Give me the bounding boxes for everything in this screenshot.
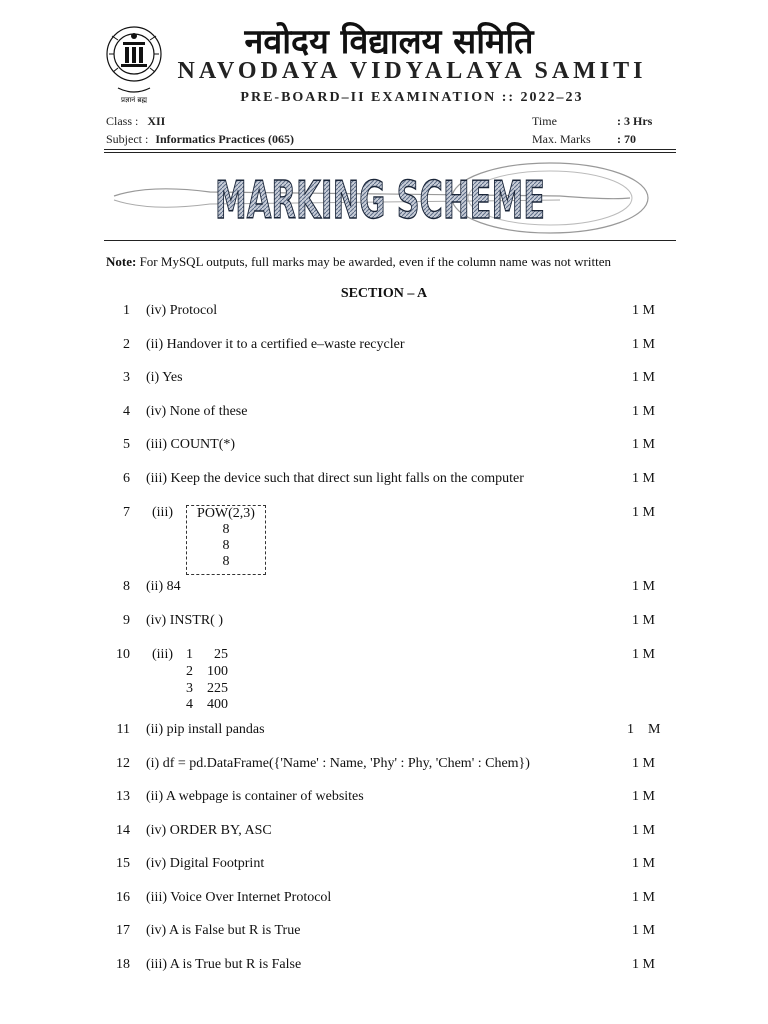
exam-title: PRE-BOARD–II EXAMINATION :: 2022–23 xyxy=(240,90,584,105)
answer-text: (iv) INSTR( ) xyxy=(146,613,223,628)
marks-value: : 70 xyxy=(617,132,636,146)
question-number: 8 xyxy=(123,579,130,594)
english-title: NAVODAYA VIDYALAYA SAMITI xyxy=(177,58,647,84)
question-number: 5 xyxy=(123,437,130,452)
question-number: 13 xyxy=(116,789,130,804)
marks-text: 1 M xyxy=(632,890,655,905)
question-number: 1 xyxy=(123,303,130,318)
marks-text: 1 M xyxy=(632,613,655,628)
marks-text: 1 M xyxy=(632,370,655,385)
question-number: 17 xyxy=(116,923,130,938)
q10-prefix: (iii) xyxy=(152,647,173,662)
marks-label: Max. Marks xyxy=(532,132,591,146)
banner-rule xyxy=(104,240,676,241)
q10-output-row: 3 225 xyxy=(186,681,228,696)
marks-text: 1 M xyxy=(632,923,655,938)
subject-value: Informatics Practices (065) xyxy=(155,132,294,146)
time-label: Time xyxy=(532,114,557,128)
answer-text: (iv) Protocol xyxy=(146,303,218,318)
question-number: 4 xyxy=(123,404,130,419)
class-value: XII xyxy=(147,114,166,128)
marks-text: 1 M xyxy=(632,647,655,662)
marks-text: 1 M xyxy=(632,404,655,419)
q10-output-row: 1 25 xyxy=(186,647,228,662)
answer-text: (ii) Handover it to a certified e–waste recycler xyxy=(146,337,405,352)
answer-text: (ii) A webpage is container of websites xyxy=(146,789,364,804)
header-rule-bottom xyxy=(104,152,676,153)
hindi-title-box xyxy=(175,16,715,64)
subject-row xyxy=(106,132,294,147)
hindi-title: नवोदय विद्यालय समिति xyxy=(244,22,534,62)
answer-text: (iv) None of these xyxy=(146,404,248,419)
marks-text: 1 M xyxy=(632,957,655,972)
marks-text: 1 M xyxy=(632,471,655,486)
class-row xyxy=(106,114,165,129)
answer-text: (iv) ORDER BY, ASC xyxy=(146,823,272,838)
question-number: 3 xyxy=(123,370,130,385)
question-number: 9 xyxy=(123,613,130,628)
question-number: 14 xyxy=(116,823,130,838)
answer-text: (iv) A is False but R is True xyxy=(146,923,301,938)
q7-prefix: (iii) xyxy=(152,505,173,520)
answer-text: (i) df = pd.DataFrame({'Name' : Name, 'Phy' : Phy, 'Chem' : Chem}) xyxy=(146,756,530,771)
marking-scheme-banner xyxy=(110,160,650,238)
q10-output-row: 2 100 xyxy=(186,664,228,679)
note-label: Note: xyxy=(106,254,137,269)
q7-output-value: 8 xyxy=(222,522,230,537)
q10-output-row: 4 400 xyxy=(186,697,228,712)
marks-text: 1 M xyxy=(632,437,655,452)
question-number: 15 xyxy=(116,856,130,871)
answer-text: (ii) 84 xyxy=(146,579,181,594)
question-number: 16 xyxy=(116,890,130,905)
section-title: SECTION – A xyxy=(340,286,428,301)
answer-text: (iii) Voice Over Internet Protocol xyxy=(146,890,332,905)
marks-text: 1 M xyxy=(632,303,655,318)
question-number: 7 xyxy=(123,505,130,520)
marks-text: 1 M xyxy=(632,856,655,871)
marks-text: 1 M xyxy=(627,722,661,737)
answer-text: (iii) Keep the device such that direct sun light falls on the computer xyxy=(146,471,524,486)
answer-text: (iv) Digital Footprint xyxy=(146,856,265,871)
marks-text: 1 M xyxy=(632,789,655,804)
question-number: 6 xyxy=(123,471,130,486)
q7-output-header: POW(2,3) xyxy=(197,506,255,521)
header-rule-top xyxy=(104,149,676,150)
note xyxy=(106,254,611,270)
marks-text: 1 M xyxy=(632,756,655,771)
subject-label: Subject : xyxy=(106,132,149,146)
q7-output-value: 8 xyxy=(222,538,230,553)
marks-text: 1 M xyxy=(632,823,655,838)
marks-text: 1 M xyxy=(632,505,655,520)
question-number: 11 xyxy=(116,722,130,737)
marks-text: 1 M xyxy=(632,337,655,352)
answer-text: (i) Yes xyxy=(146,370,183,385)
answer-text: (iii) COUNT(*) xyxy=(146,437,236,452)
class-label: Class : xyxy=(106,114,139,128)
note-text: For MySQL outputs, full marks may be awarded, even if the column name was not written xyxy=(136,254,611,269)
marks-text: 1 M xyxy=(632,579,655,594)
logo-motto: प्रज्ञानं ब्रह्म xyxy=(121,96,147,104)
time-value: : 3 Hrs xyxy=(617,114,653,128)
question-number: 2 xyxy=(123,337,130,352)
nvs-logo xyxy=(104,22,164,106)
q7-output-value: 8 xyxy=(222,554,230,569)
answer-text: (iii) A is True but R is False xyxy=(146,957,302,972)
question-number: 18 xyxy=(116,957,130,972)
question-number: 12 xyxy=(116,756,130,771)
banner-text: MARKING SCHEME xyxy=(215,171,545,231)
answer-text: (ii) pip install pandas xyxy=(146,722,265,737)
question-number: 10 xyxy=(116,647,130,662)
q7-output-box xyxy=(186,505,266,575)
